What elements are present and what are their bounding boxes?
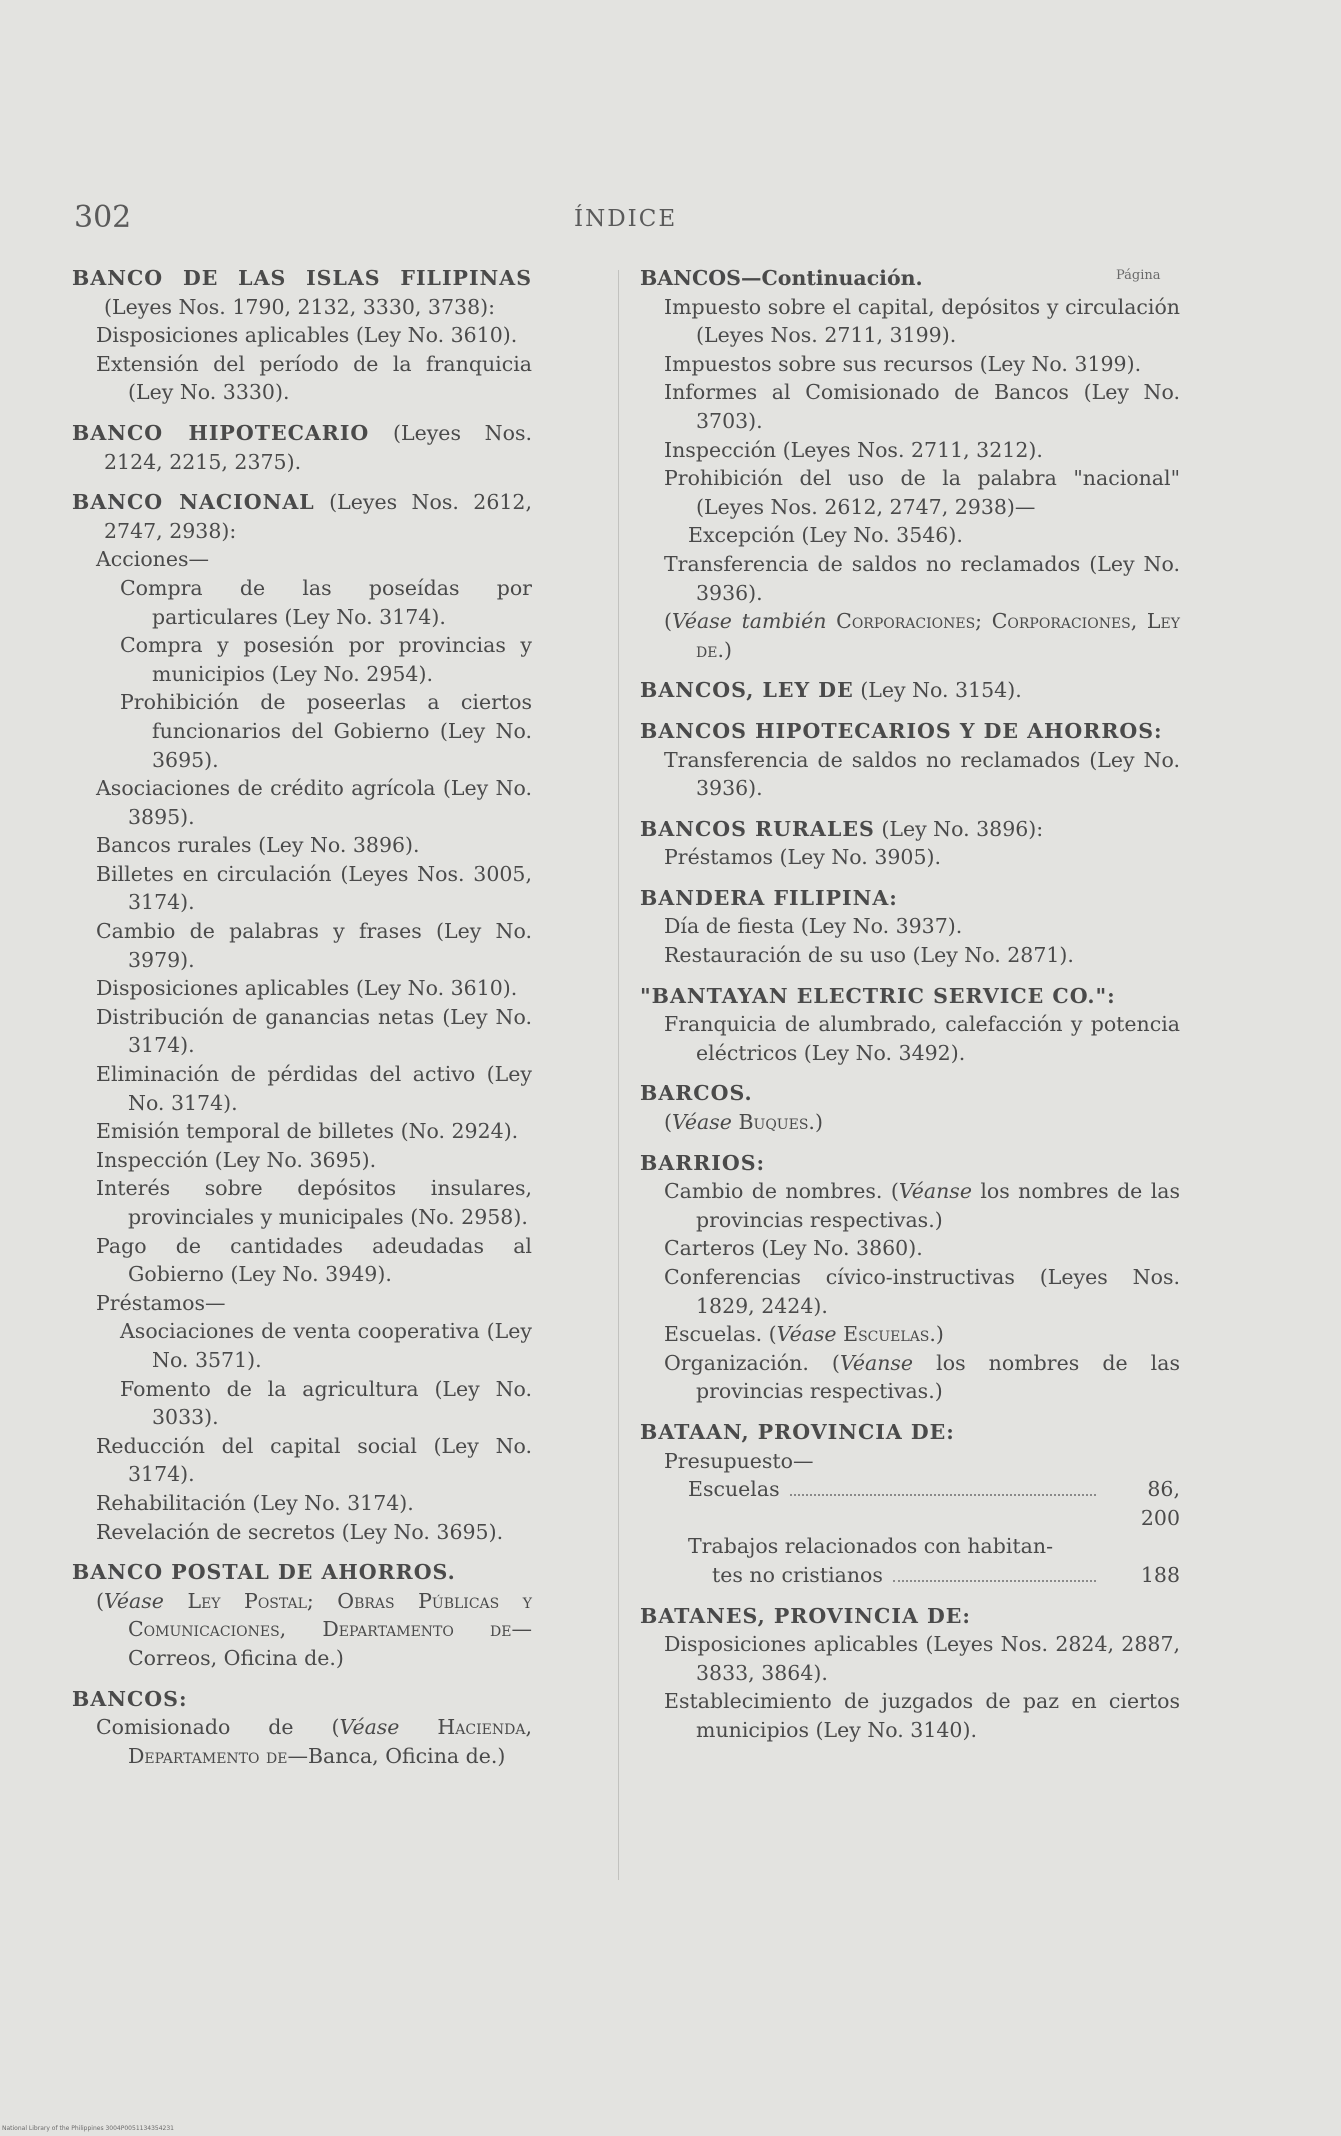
subentry: Extensión del período de la franquicia (Ley No. 3330). bbox=[96, 351, 532, 405]
subentry: Organización. (Véanse los nombres de las provincias respectivas.) bbox=[664, 1350, 1180, 1404]
cross-reference: (Véase Ley Postal; Obras Públicas y Comunicaciones, Departamento de—Correos, Oficina de.) bbox=[96, 1588, 532, 1670]
vease-label: Véase también bbox=[672, 609, 827, 634]
cross-reference bbox=[72, 1713, 532, 1770]
subentry: Transferencia de saldos no reclamados (Ley No. 3936). bbox=[664, 551, 1180, 605]
cross-ref-target: Corporaciones; Corporaciones, Ley de. bbox=[696, 609, 1180, 662]
subentry-text: Cambio de nombres. bbox=[664, 1179, 883, 1204]
subentry: Carteros (Ley No. 3860). bbox=[664, 1236, 923, 1261]
subsubentry: Prohibición de poseerlas a ciertos funcionarios del Gobierno (Ley No. 3695). bbox=[120, 690, 532, 772]
subentry: Bancos rurales (Ley No. 3896). bbox=[96, 833, 420, 858]
subentry: Asociaciones de crédito agrícola (Ley No. 3895). bbox=[96, 776, 532, 829]
subentry: Cambio de palabras y frases (Ley No. 3979). bbox=[96, 919, 532, 972]
leader-line bbox=[640, 1561, 1180, 1590]
entry-batanes bbox=[640, 1602, 1180, 1745]
subentry: Escuelas. (Véase Escuelas.) bbox=[664, 1322, 944, 1347]
vease-label: Véanse bbox=[898, 1179, 972, 1204]
subentry: Día de fiesta (Ley No. 3937). bbox=[664, 914, 963, 939]
headword: BANCOS HIPOTECARIOS Y DE AHORROS: bbox=[640, 718, 1163, 743]
heading-refs: (Leyes Nos. 2612, 2747, 2938): bbox=[104, 490, 532, 543]
heading-refs: (Ley No. 3154). bbox=[860, 678, 1022, 703]
entry-banco-nacional bbox=[72, 488, 532, 1546]
subentry: Revelación de secretos (Ley No. 3695). bbox=[96, 1519, 504, 1544]
subentry: Inspección (Leyes Nos. 2711, 3212). bbox=[664, 437, 1043, 462]
subentry: Distribución de ganancias netas (Ley No. 3174). bbox=[96, 1004, 532, 1058]
subentry: Disposiciones aplicables (Ley No. 3610). bbox=[96, 323, 518, 348]
subentry: Establecimiento de juzgados de paz en ciertos municipios (Ley No. 3140). bbox=[664, 1689, 1180, 1742]
headword: BARRIOS: bbox=[640, 1150, 766, 1175]
cross-ref-tail: —Banca, Oficina de.) bbox=[287, 1743, 506, 1768]
headword: BANCO DE LAS ISLAS FILIPINAS bbox=[72, 266, 532, 290]
cross-ref-tail: los nombres de las provincias respectivas.) bbox=[696, 1179, 1180, 1232]
paren-close: ) bbox=[814, 1110, 823, 1135]
entry-bataan bbox=[640, 1418, 1180, 1590]
cross-ref-target: Ley Postal; Obras Públicas y Comunicaciones, Departamento de bbox=[128, 1588, 532, 1642]
subsubentry: Compra y posesión por provincias y municipios (Ley No. 2954). bbox=[120, 633, 532, 686]
entry-heading bbox=[72, 488, 532, 545]
entry-banco-postal-ahorros bbox=[72, 1558, 532, 1672]
entry-heading bbox=[640, 884, 1180, 913]
headword: BANCOS RURALES bbox=[640, 816, 875, 841]
subentry: Franquicia de alumbrado, calefacción y potencia eléctricos (Ley No. 3492). bbox=[664, 1012, 1180, 1065]
entry-banco-islas-filipinas bbox=[72, 264, 532, 407]
headword: BATANES, PROVINCIA DE: bbox=[640, 1603, 971, 1628]
dot-leader bbox=[790, 1494, 1096, 1496]
subsubentry: Asociaciones de venta cooperativa (Ley No. 3571). bbox=[120, 1319, 532, 1372]
left-column bbox=[72, 264, 532, 1782]
subentry: Rehabilitación (Ley No. 3174). bbox=[96, 1490, 414, 1515]
entry-heading bbox=[640, 717, 1180, 746]
subentry: Disposiciones aplicables (Ley No. 3610). bbox=[96, 976, 518, 1001]
headword: BANCO NACIONAL bbox=[72, 490, 315, 515]
subentry: Eliminación de pérdidas del activo (Ley No. 3174). bbox=[96, 1062, 532, 1115]
subentry: Emisión temporal de billetes (No. 2924). bbox=[96, 1119, 519, 1144]
headword: BANCOS—Continuación. bbox=[640, 266, 923, 290]
entry-heading bbox=[640, 1418, 1180, 1447]
entry-heading bbox=[640, 676, 1180, 705]
leader-label: Escuelas bbox=[688, 1477, 780, 1502]
headword: BARCOS. bbox=[640, 1081, 753, 1106]
heading-refs: (Leyes Nos. 2124, 2215, 2375). bbox=[104, 420, 532, 474]
subsubentry: Trabajos relacionados con habitan- bbox=[688, 1534, 1054, 1559]
entry-bandera-filipina bbox=[640, 884, 1180, 970]
subentry: Acciones— bbox=[96, 547, 210, 572]
entry-barcos bbox=[640, 1079, 1180, 1136]
headword: BANDERA FILIPINA: bbox=[640, 885, 898, 910]
entry-bancos-rurales bbox=[640, 815, 1180, 872]
dot-leader bbox=[893, 1580, 1096, 1582]
subsubentry: Compra de las poseídas por particulares (Ley No. 3174). bbox=[120, 575, 532, 629]
cross-ref-target: Hacienda, Departamento de bbox=[128, 1715, 532, 1768]
entry-barrios bbox=[640, 1149, 1180, 1406]
subentry: Inspección (Ley No. 3695). bbox=[96, 1147, 377, 1172]
subentry: Impuesto sobre el capital, depósitos y circulación (Leyes Nos. 2711, 3199). bbox=[664, 294, 1180, 348]
subentry-text: Organización. bbox=[664, 1350, 809, 1375]
entry-heading bbox=[640, 1149, 1180, 1178]
subentry: Presupuesto— bbox=[664, 1448, 814, 1473]
subentry: Interés sobre depósitos insulares, provinciales y municipales (No. 2958). bbox=[96, 1176, 532, 1229]
paren-open: ( bbox=[664, 609, 672, 634]
subentry: Informes al Comisionado de Bancos (Ley No. 3703). bbox=[664, 380, 1180, 433]
entry-heading bbox=[72, 1558, 532, 1587]
entry-bantayan-electric bbox=[640, 982, 1180, 1068]
entry-bancos-continuacion bbox=[640, 264, 1180, 664]
entry-heading bbox=[640, 1079, 1180, 1108]
entry-heading bbox=[640, 982, 1180, 1011]
vease-label: Véanse bbox=[839, 1350, 914, 1375]
subentry: Pago de cantidades adeudadas al Gobierno (Ley No. 3949). bbox=[96, 1233, 532, 1287]
entry-heading bbox=[72, 264, 532, 321]
entry-heading bbox=[72, 1685, 532, 1714]
heading-refs: (Ley No. 3896): bbox=[881, 816, 1044, 841]
page-header bbox=[74, 200, 1174, 240]
leader-line bbox=[640, 1475, 1180, 1532]
subentry: Transferencia de saldos no reclamados (Ley No. 3936). bbox=[664, 747, 1180, 801]
subentry: Disposiciones aplicables (Leyes Nos. 2824, 2887, 3833, 3864). bbox=[664, 1632, 1180, 1685]
subentry-text: Escuelas. bbox=[664, 1322, 763, 1347]
headword: BANCOS: bbox=[72, 1686, 188, 1711]
column-divider bbox=[618, 270, 619, 1880]
subentry: Préstamos— bbox=[96, 1290, 226, 1315]
leader-label: tes no cristianos bbox=[712, 1562, 883, 1587]
vease-label: Véase bbox=[339, 1715, 400, 1740]
subentry: Conferencias cívico-instructivas (Leyes Nos. 1829, 2424). bbox=[664, 1265, 1180, 1318]
subentry: Prohibición del uso de la palabra "nacional" (Leyes Nos. 2612, 2747, 2938)— bbox=[664, 466, 1180, 519]
page-column-label: Página bbox=[1116, 268, 1161, 283]
headword: "BANTAYAN ELECTRIC SERVICE CO.": bbox=[640, 983, 1116, 1008]
entry-bancos-ley-de bbox=[640, 676, 1180, 705]
vease-label: Véase bbox=[672, 1110, 732, 1135]
right-column bbox=[640, 264, 1180, 1757]
footer-credit: National Library of the Philippines 3004P0051134354231 bbox=[2, 2125, 174, 2132]
subentry: Préstamos (Ley No. 3905). bbox=[664, 845, 942, 870]
page-ref: 188 bbox=[1140, 1562, 1180, 1587]
running-head: ÍNDICE bbox=[574, 206, 678, 232]
cross-ref-target: Buques. bbox=[738, 1110, 815, 1135]
page-ref: 86, 200 bbox=[1140, 1477, 1180, 1530]
entry-bancos bbox=[72, 1685, 532, 1771]
subentry-text: Comisionado de ( bbox=[96, 1715, 340, 1740]
subentry: Impuestos sobre sus recursos (Ley No. 3199). bbox=[664, 351, 1142, 376]
entry-bancos-hipotecarios bbox=[640, 717, 1180, 803]
subentry: Billetes en circulación (Leyes Nos. 3005, 3174). bbox=[96, 861, 532, 915]
subsubentry: Excepción (Ley No. 3546). bbox=[688, 523, 963, 548]
headword: BANCO POSTAL DE AHORROS. bbox=[72, 1560, 456, 1585]
cross-ref-target: Escuelas. bbox=[843, 1322, 936, 1347]
cross-reference bbox=[640, 607, 1180, 664]
headword: BANCO HIPOTECARIO bbox=[72, 420, 370, 445]
subentry: Reducción del capital social (Ley No. 3174). bbox=[96, 1433, 532, 1487]
headword: BANCOS, LEY DE bbox=[640, 678, 854, 703]
cross-ref-tail: los nombres de las provincias respectivas.) bbox=[696, 1350, 1180, 1404]
entry-heading bbox=[72, 419, 532, 476]
subentry: Cambio de nombres. (Véanse los nombres de las provincias respectivas.) bbox=[664, 1179, 1180, 1232]
cross-reference bbox=[640, 1108, 1180, 1137]
paren-open: ( bbox=[664, 1110, 672, 1135]
entry-heading bbox=[640, 1602, 1180, 1631]
entry-heading bbox=[640, 264, 1180, 293]
headword: BATAAN, PROVINCIA DE: bbox=[640, 1419, 955, 1444]
subsubentry: Fomento de la agricultura (Ley No. 3033). bbox=[120, 1376, 532, 1430]
heading-refs: (Leyes Nos. 1790, 2132, 3330, 3738): bbox=[104, 294, 496, 319]
subentry: Restauración de su uso (Ley No. 2871). bbox=[664, 943, 1074, 968]
vease-label: Véase bbox=[776, 1322, 837, 1347]
cross-ref-tail: —Correos, Oficina de.) bbox=[128, 1617, 532, 1670]
vease-label: Véase bbox=[104, 1588, 164, 1613]
entry-heading bbox=[640, 815, 1180, 844]
page-number: 302 bbox=[74, 200, 132, 235]
entry-banco-hipotecario bbox=[72, 419, 532, 476]
paren-close: ) bbox=[723, 637, 732, 662]
